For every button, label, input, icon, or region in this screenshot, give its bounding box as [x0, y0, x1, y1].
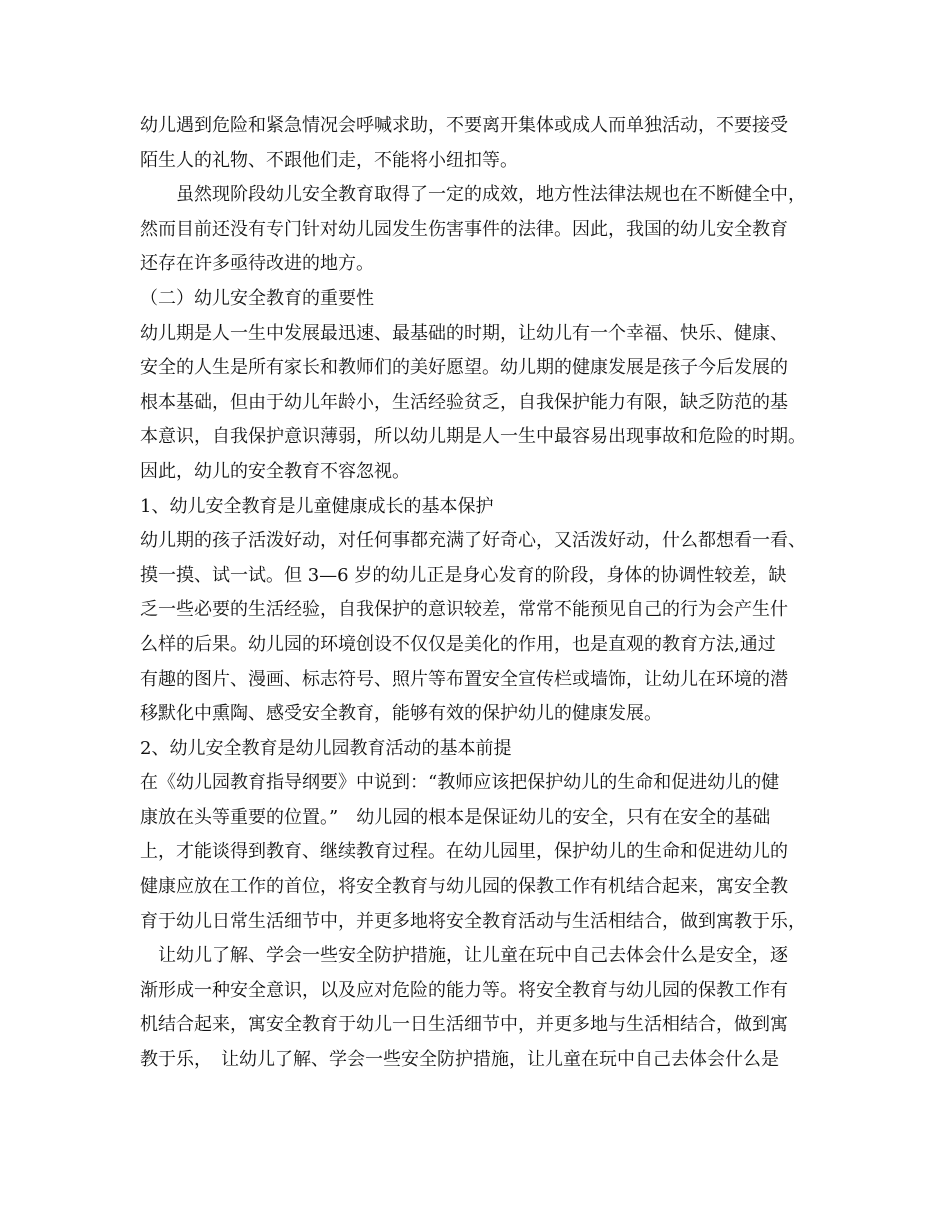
subsection-heading: 1、幼儿安全教育是儿童健康成长的基本保护	[140, 495, 494, 517]
body-line: 安全的人生是所有家长和教师们的美好愿望。幼儿期的健康发展是孩子今后发展的	[140, 357, 788, 379]
body-line: 上，才能谈得到教育、继续教育过程。在幼儿园里，保护幼儿的生命和促进幼儿的	[140, 841, 788, 863]
body-line: 虽然现阶段幼儿安全教育取得了一定的成效，地方性法律法规也在不断健全中，	[140, 184, 806, 206]
body-line: 幼儿遇到危险和紧急情况会呼喊求助，不要离开集体或成人而单独活动，不要接受	[140, 115, 788, 136]
body-line: 教于乐， 让幼儿了解、学会一些安全防护措施，让儿童在玩中自己去体会什么是	[140, 1049, 779, 1071]
body-line: 根本基础，但由于幼儿年龄小，生活经验贫乏，自我保护能力有限，缺乏防范的基	[140, 391, 788, 413]
body-line: 然而目前还没有专门针对幼儿园发生伤害事件的法律。因此，我国的幼儿安全教育	[140, 218, 788, 240]
body-line: 还存在许多亟待改进的地方。	[140, 253, 374, 275]
section-heading: （二）幼儿安全教育的重要性	[140, 287, 374, 309]
subsection-heading: 2、幼儿安全教育是幼儿园教育活动的基本前提	[140, 737, 512, 759]
body-line: 乏一些必要的生活经验，自我保护的意识较差，常常不能预见自己的行为会产生什	[140, 599, 788, 621]
body-line: 健康应放在工作的首位，将安全教育与幼儿园的保教工作有机结合起来，寓安全教	[140, 876, 788, 898]
body-line: 在《幼儿园教育指导纲要》中说到：“教师应该把保护幼儿的生命和促进幼儿的健	[140, 772, 780, 794]
body-line: 幼儿期的孩子活泼好动，对任何事都充满了好奇心，又活泼好动，什么都想看一看、	[140, 530, 806, 552]
body-line: 渐形成一种安全意识，以及应对危险的能力等。将安全教育与幼儿园的保教工作有	[140, 979, 788, 1001]
body-line: 移默化中熏陶、感受安全教育，能够有效的保护幼儿的健康发展。	[140, 703, 662, 725]
body-line: 摸一摸、试一试。但 3—6 岁的幼儿正是身心发育的阶段，身体的协调性较差，缺	[140, 564, 787, 586]
body-line: 陌生人的礼物、不跟他们走，不能将小纽扣等。	[140, 149, 518, 171]
body-line: 育于幼儿日常生活细节中，并更多地将安全教育活动与生活相结合，做到寓教于乐，	[140, 910, 806, 932]
body-line: 康放在头等重要的位置。” 幼儿园的根本是保证幼儿的安全，只有在安全的基础	[140, 806, 771, 828]
body-line: 让幼儿了解、学会一些安全防护措施，让儿童在玩中自己去体会什么是安全，逐	[140, 945, 788, 967]
body-line: 么样的后果。幼儿园的环境创设不仅仅是美化的作用，也是直观的教育方法,通过	[140, 633, 776, 655]
body-line: 因此，幼儿的安全教育不容忽视。	[140, 460, 410, 482]
document-body	[140, 109, 820, 1078]
body-line: 有趣的图片、漫画、标志符号、照片等布置安全宣传栏或墙饰，让幼儿在环境的潜	[140, 668, 788, 690]
body-line: 机结合起来，寓安全教育于幼儿一日生活细节中，并更多地与生活相结合，做到寓	[140, 1014, 788, 1036]
body-line: 本意识，自我保护意识薄弱，所以幼儿期是人一生中最容易出现事故和危险的时期。	[140, 426, 806, 448]
body-line: 幼儿期是人一生中发展最迅速、最基础的时期，让幼儿有一个幸福、快乐、健康、	[140, 322, 788, 344]
